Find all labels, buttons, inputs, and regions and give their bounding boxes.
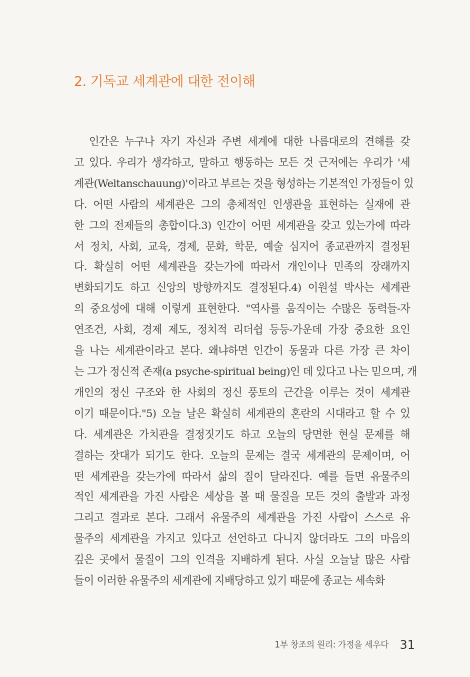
text-line: 결하는 잣대가 되기도 한다. 오늘의 문제는 결국 세계관의 문제이며, 어 bbox=[74, 449, 410, 462]
text-line: 다. 확실히 어떤 세계관을 갖는가에 따라서 개인이나 민족의 장래까지 bbox=[74, 261, 410, 274]
text-line: 한 그의 전제들의 총합이다.3) 인간이 어떤 세계관을 갖고 있는가에 따라 bbox=[74, 219, 410, 232]
text-line: 서 정치, 사회, 교육, 경제, 문화, 학문, 예술 심지어 종교관까지 결정된 bbox=[74, 240, 410, 253]
text-line: 변화되기도 하고 신앙의 방향까지도 결정된다.4) 이원설 박사는 세계관 bbox=[74, 282, 410, 295]
text-line: 물주의 세계관을 가지고 있다고 선언하고 다니지 않더라도 그의 마음의 bbox=[74, 533, 410, 546]
text-line: 고 있다. 우리가 생각하고, 말하고 행동하는 모든 것 근저에는 우리가 '세 bbox=[74, 156, 410, 169]
text-line: 다. 세계관은 가치관을 결정짓기도 하고 오늘의 당면한 현실 문제를 해 bbox=[74, 428, 410, 441]
text-line: 적인 세계관을 가진 사람은 세상을 볼 때 물질을 모든 것의 출발과 과정 bbox=[74, 491, 410, 504]
section-heading: 2. 기독교 세계관에 대한 전이해 bbox=[74, 74, 256, 90]
text-line: 다. 어떤 사람의 세계관은 그의 총체적인 인생관을 표현하는 실재에 관 bbox=[74, 198, 410, 211]
chapter-title: 1부 창조의 원리: 가정을 세우다 bbox=[274, 640, 389, 651]
body-text bbox=[74, 132, 417, 592]
text-line: 깊은 곳에서 물질이 그의 인격을 지배하게 된다. 사실 오늘날 많은 사람 bbox=[74, 554, 410, 567]
text-line: 인간은 누구나 자기 자신과 주변 세계에 대한 나름대로의 견해를 갖 bbox=[89, 136, 410, 148]
text-line: 들이 이러한 유물주의 세계관에 지배당하고 있기 때문에 종교는 세속화 bbox=[74, 575, 385, 588]
text-line: 연조건, 사회, 경제 제도, 정치적 리더쉽 등등-가운데 가장 중요한 요인 bbox=[74, 324, 410, 337]
text-line: 개인의 정신 구조와 한 사회의 정신 풍토의 근간을 이루는 것이 세계관 bbox=[74, 386, 410, 399]
text-line: 는 그가 정신적 존재(a psyche-spiritual being)인 데 있다고 나는 믿으며, 개 bbox=[74, 365, 417, 378]
text-line: 의 중요성에 대해 이렇게 표현한다. "역사를 움직이는 수많은 동력들-자 bbox=[74, 303, 410, 316]
page-number: 31 bbox=[399, 637, 415, 652]
text-line: 이기 때문이다."5) 오늘 날은 확실히 세계관의 혼란의 시대라고 할 수 있 bbox=[74, 407, 410, 420]
text-line: 그리고 결과로 본다. 그래서 유물주의 세계관을 가진 사람이 스스로 유 bbox=[74, 512, 410, 525]
text-line: 계관(Weltanschauung)'이라고 부르는 것을 형성하는 기본적인 가정들이 있 bbox=[74, 177, 414, 190]
text-line: 떤 세계관을 갖는가에 따라서 삶의 질이 달라진다. 예를 들면 유물주의 bbox=[74, 470, 410, 483]
page-footer bbox=[0, 634, 415, 653]
text-line: 을 나는 세계관이라고 본다. 왜냐하면 인간이 동물과 다른 가장 큰 차이 bbox=[74, 345, 410, 358]
